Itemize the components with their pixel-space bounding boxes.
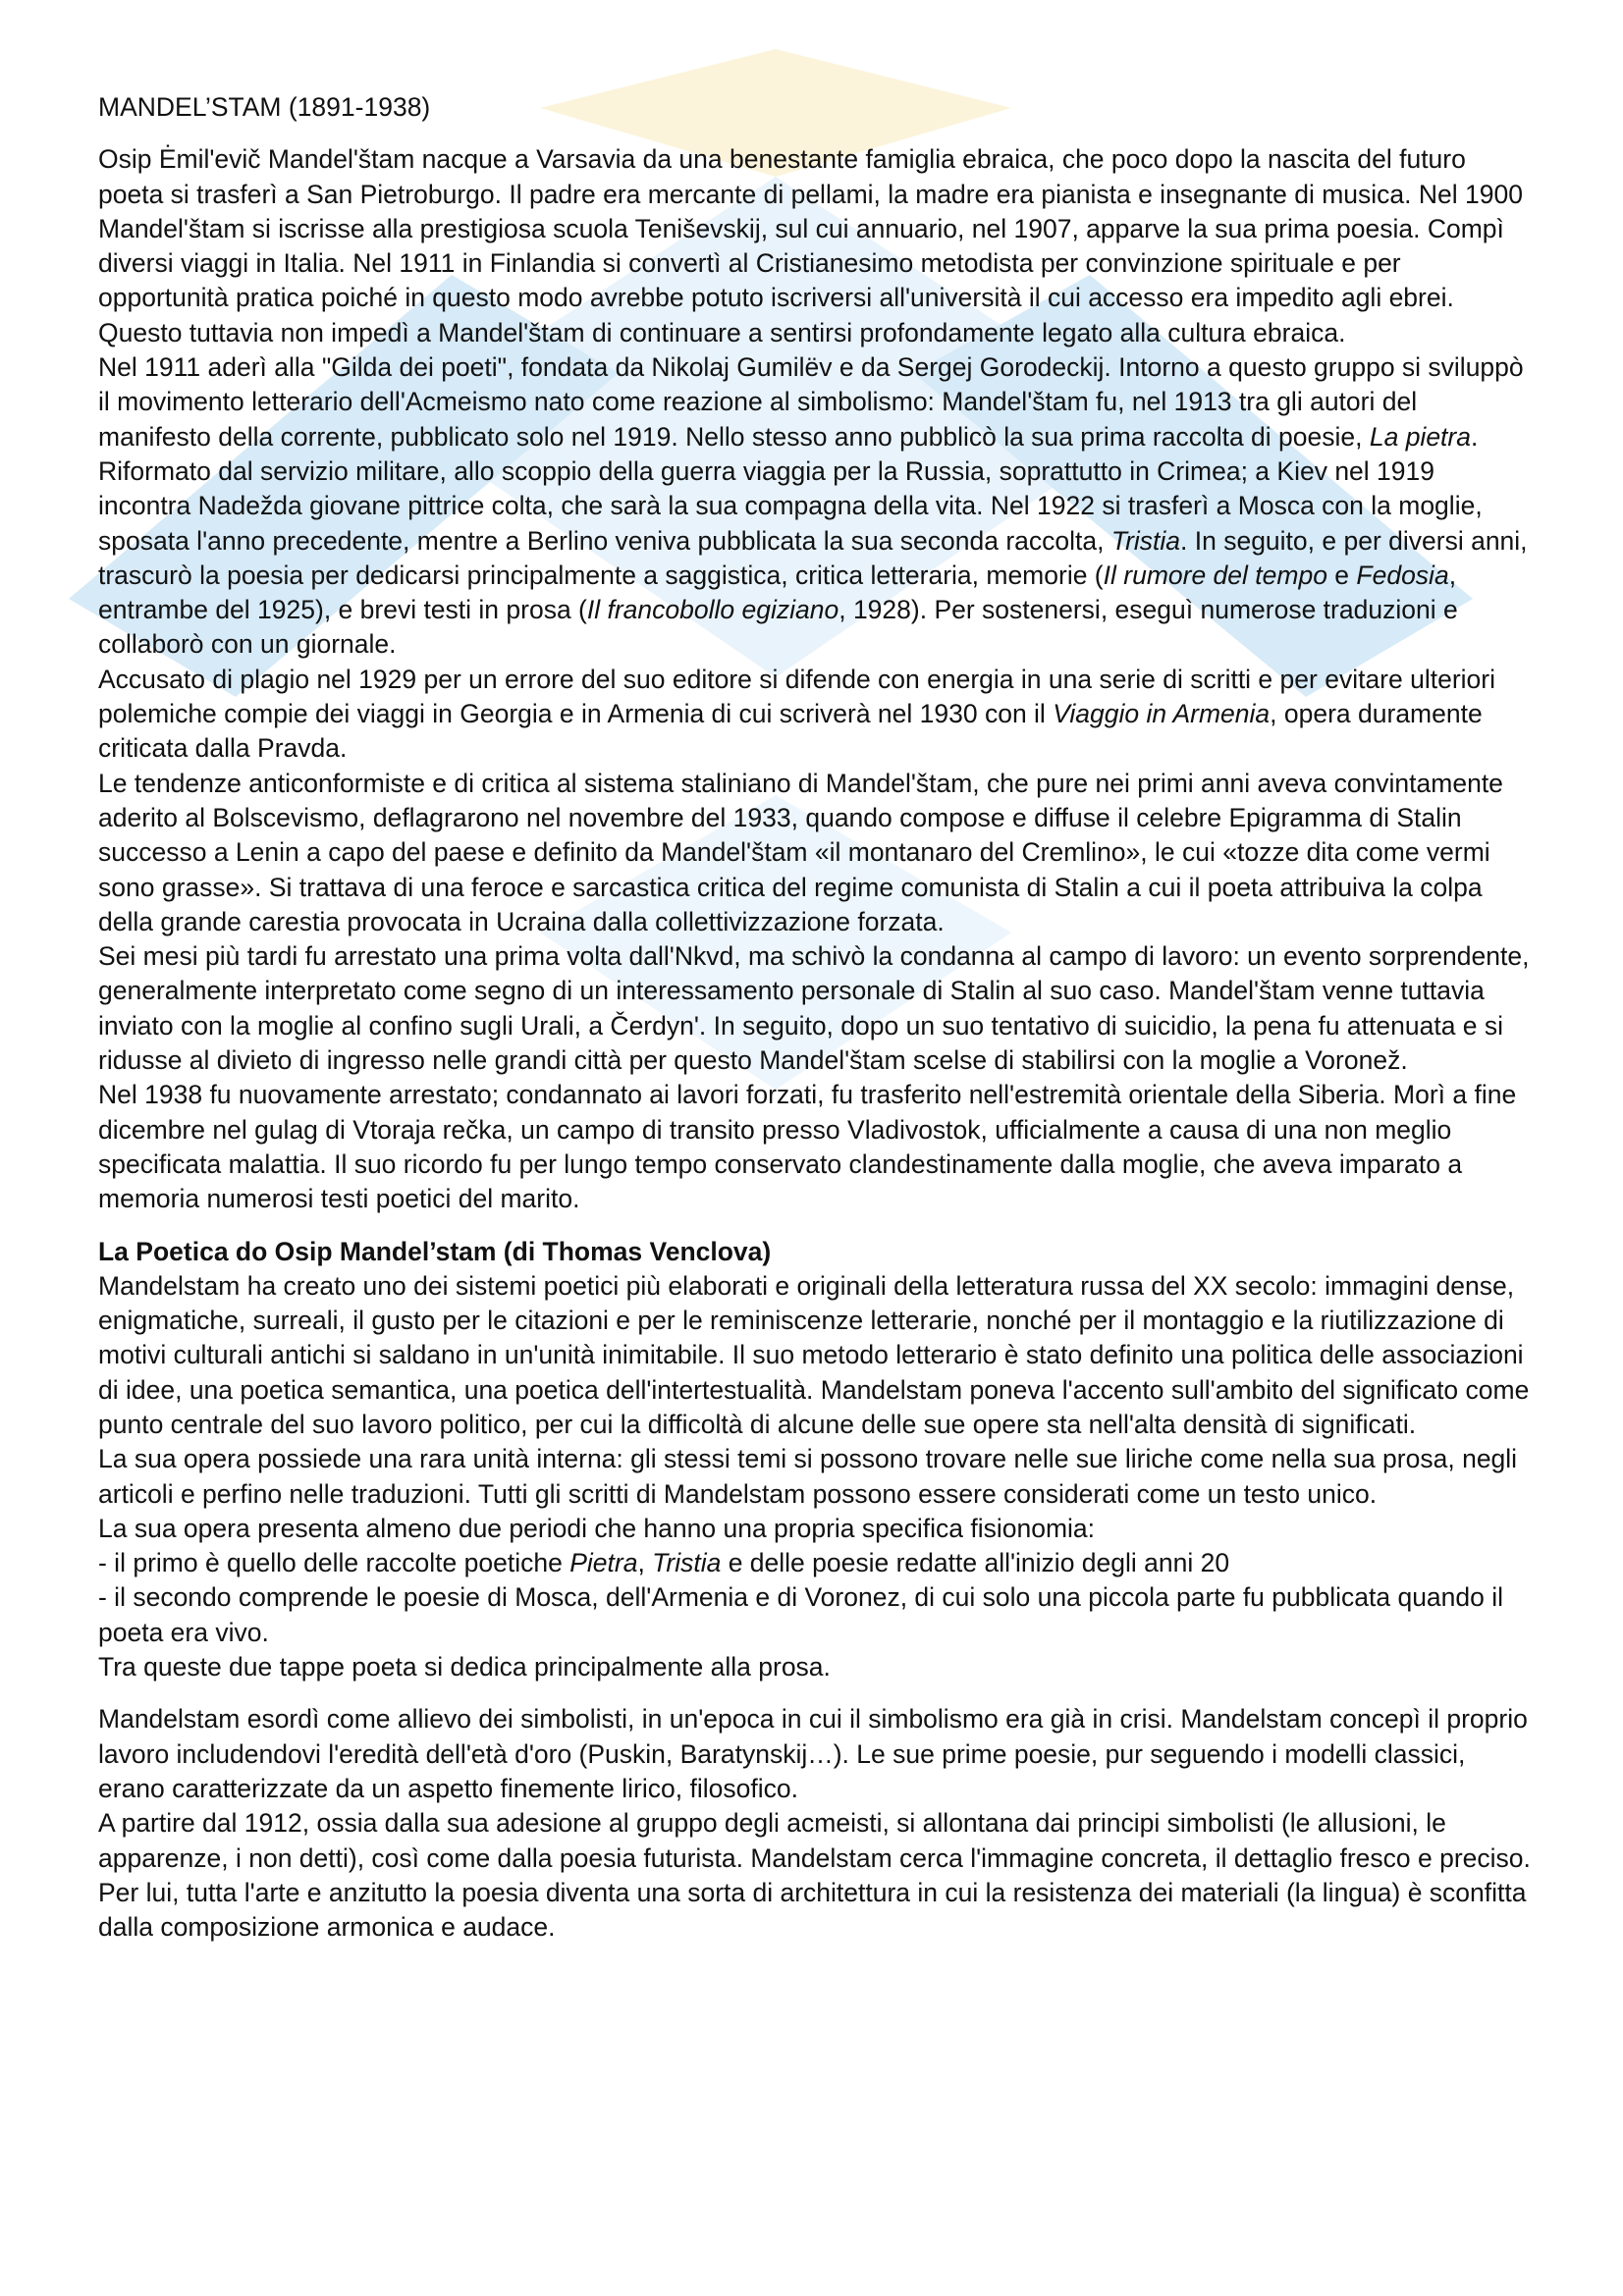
document-title: MANDEL’STAM (1891-1938) (98, 92, 431, 122)
section-heading: La Poetica do Osip Mandel’stam (di Thomas Venclova) (98, 1236, 772, 1266)
work-title: Tristia (652, 1548, 722, 1578)
work-title: Il rumore del tempo (1103, 560, 1327, 590)
work-title: Tristia (1110, 525, 1181, 556)
poetica-list-item-1: - il primo è quello delle raccolte poetiche Pietra, Tristia e delle poesie redatte all'inizio degli anni 20 (98, 1548, 1230, 1578)
work-title: Fedosia (1356, 560, 1449, 590)
poetica-paragraph-1: Mandelstam ha creato uno dei sistemi poetici più elaborati e originali della letteratura russa del XX secolo: immagini dense, enigmatiche, surreali, il gusto per le citazioni e per le reminiscenze letterarie, nonché per il montaggio e la riutilizzazione di motivi culturali antichi si saldano in un'unità inimitabile. Il suo metodo letterario è stato definito una politica delle associazioni di idee, una poetica semantica, una poetica dell'intertestualità. Mandelstam poneva l'accento sull'ambito del significato come punto centrale del suo lavoro politico, per cui la difficoltà di alcune delle sue opere sta nell'alta densità di significati. (98, 1270, 1530, 1439)
closing-paragraph-2: A partire dal 1912, ossia dalla sua adesione al gruppo degli acmeisti, si allontana dai principi simbolisti (le allusioni, le apparenze, i non detti), così come dalla poesia futurista. Mandelstam cerca l'immagine concreta, il dettaglio fresco e preciso. Per lui, tutta l'arte e anzitutto la poesia diventa una sorta di architettura in cui la resistenza dei materiali (la lingua) è sconfitta dalla composizione armonica e audace. (98, 1808, 1531, 1943)
bio-paragraph-2: Nel 1911 aderì alla "Gilda dei poeti", fondata da Nikolaj Gumilëv e da Sergej Gorodeckij. Intorno a questo gruppo si sviluppò il movimento letterario dell'Acmeismo nato come reazione al simbolismo: Mandel'štam fu, nel 1913 tra gli autori del manifesto della corrente, pubblicato solo nel 1919. Nello stesso anno pubblicò la sua prima raccolta di poesie, La pietra. (98, 352, 1524, 452)
bio-paragraph-5: Le tendenze anticonformiste e di critica al sistema staliniano di Mandel'štam, che pure nei primi anni aveva convintamente aderito al Bolscevismo, deflagrarono nel novembre del 1933, quando compose e diffuse il celebre Epigramma di Stalin successo a Lenin a capo del paese e definito da Mandel'štam «il montanaro del Cremlino», le cui «tozze dita come vermi sono grasse». Si trattava di una feroce e sarcastica critica del regime comunista di Stalin a cui il poeta attribuiva la colpa della grande carestia provocata in Ucraina dalla collettivizzazione forzata. (98, 768, 1503, 936)
poetica-paragraph-2: La sua opera possiede una rara unità interna: gli stessi temi si possono trovare nelle sue liriche come nella sua prosa, negli articoli e perfino nelle traduzioni. Tutti gli scritti di Mandelstam possono essere considerati come un testo unico. (98, 1444, 1518, 1509)
poetica-paragraph-3: La sua opera presenta almeno due periodi che hanno una propria specifica fisionomia: (98, 1513, 1096, 1543)
work-title: Viaggio in Armenia (1053, 699, 1271, 729)
work-title: La pietra (1369, 421, 1471, 452)
work-title: Pietra (569, 1548, 638, 1578)
bio-paragraph-7: Nel 1938 fu nuovamente arrestato; condannato ai lavori forzati, fu trasferito nell'estremità orientale della Siberia. Morì a fine dicembre nel gulag di Vtoraja rečka, un campo di transito presso Vladivostok, ufficialmente a causa di una non meglio specificata malattia. Il suo ricordo fu per lungo tempo conservato clandestinamente dalla moglie, che aveva imparato a memoria numerosi testi poetici del marito. (98, 1080, 1517, 1214)
bio-paragraph-3: Riformato dal servizio militare, allo scoppio della guerra viaggia per la Russia, soprattutto in Crimea; a Kiev nel 1919 incontra Nadežda giovane pittrice colta, che sarà la sua compagna della vita. Nel 1922 si trasferì a Mosca con la moglie, sposata l'anno precedente, mentre a Berlino veniva pubblicata la sua seconda raccolta, Tristia. In seguito, e per diversi anni, trascurò la poesia per dedicarsi principalmente a saggistica, critica letteraria, memorie (Il rumore del tempo e Fedosia, entrambe del 1925), e brevi testi in prosa (Il francobollo egiziano, 1928). Per sostenersi, eseguì numerose traduzioni e collaborò con un giornale. (98, 455, 1528, 660)
document-page (98, 90, 1532, 1945)
bio-paragraph-6: Sei mesi più tardi fu arrestato una prima volta dall'Nkvd, ma schivò la condanna al campo di lavoro: un evento sorprendente, generalmente interpretato come segno di un interessamento personale di Stalin al suo caso. Mandel'štam venne tuttavia inviato con la moglie al confino sugli Urali, a Čerdyn'. In seguito, dopo un suo tentativo di suicidio, la pena fu attenuata e si ridusse al divieto di ingresso nelle grandi città per questo Mandel'štam scelse di stabilirsi con la moglie a Voronež. (98, 941, 1530, 1076)
bio-paragraph-1: Osip Ėmil'evič Mandel'štam nacque a Varsavia da una benestante famiglia ebraica, che poco dopo la nascita del futuro poeta si trasferì a San Pietroburgo. Il padre era mercante di pellami, la madre era pianista e insegnante di musica. Nel 1900 Mandel'štam si iscrisse alla prestigiosa scuola Teniševskij, sul cui annuario, nel 1907, apparve la sua prima poesia. Compì diversi viaggi in Italia. Nel 1911 in Finlandia si convertì al Cristianesimo metodista per convinzione spirituale e per opportunità pratica poiché in questo modo avrebbe potuto iscriversi all'università il cui accesso era impedito agli ebrei. Questo tuttavia non impedì a Mandel'štam di continuare a sentirsi profondamente legato alla cultura ebraica. (98, 144, 1523, 347)
bio-paragraph-4: Accusato di plagio nel 1929 per un errore del suo editore si difende con energia in una serie di scritti e per evitare ulteriori polemiche compie dei viaggi in Georgia e in Armenia di cui scriverà nel 1930 con il Viaggio in Armenia, opera duramente criticata dalla Pravda. (98, 664, 1495, 764)
poetica-list-item-2: - il secondo comprende le poesie di Mosca, dell'Armenia e di Voronez, di cui solo una piccola parte fu pubblicata quando il poeta era vivo. (98, 1582, 1504, 1647)
work-title: Il francobollo egiziano (586, 595, 839, 625)
poetica-paragraph-4: Tra queste due tappe poeta si dedica principalmente alla prosa. (98, 1652, 831, 1682)
closing-paragraph-1: Mandelstam esordì come allievo dei simbolisti, in un'epoca in cui il simbolismo era già in crisi. Mandelstam concepì il proprio lavoro includendovi l'eredità dell'età d'oro (Puskin, Baratynskij…). Le sue prime poesie, pur seguendo i modelli classici, erano caratterizzate da un aspetto finemente lirico, filosofico. (98, 1704, 1528, 1803)
